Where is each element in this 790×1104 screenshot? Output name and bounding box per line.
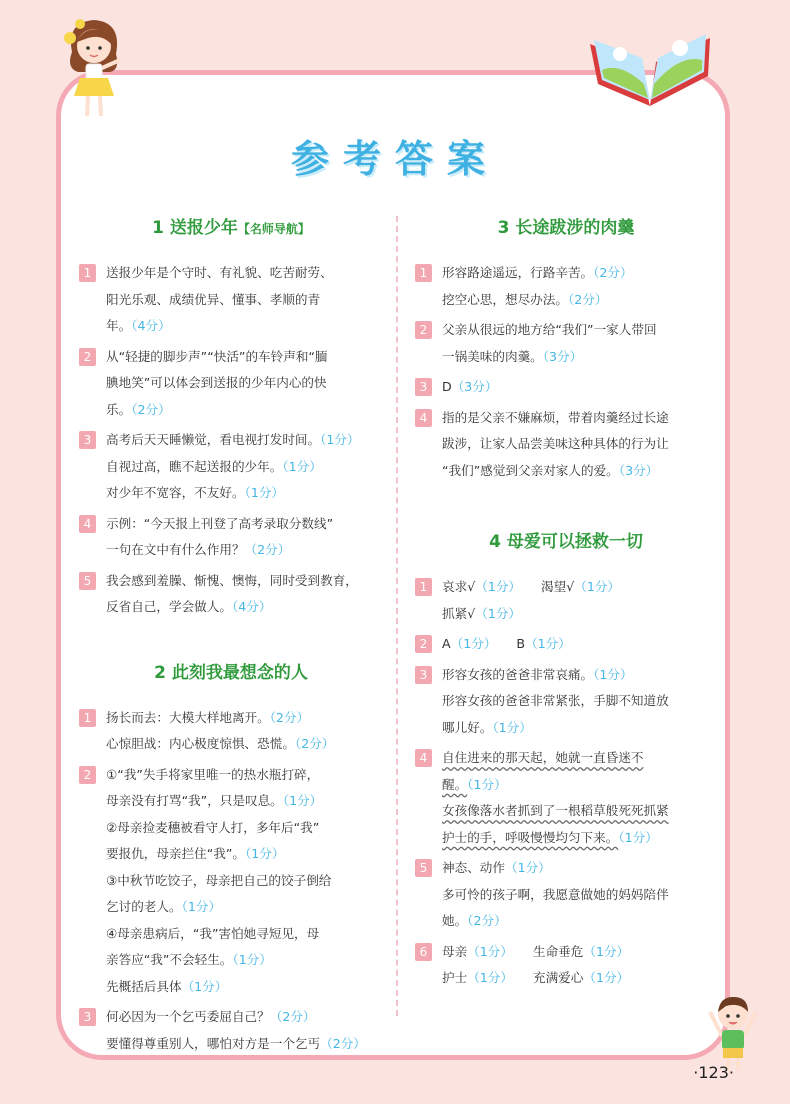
question-number-badge: 2 [415,321,432,339]
answer-text: 母亲 [442,943,468,959]
answer-item [414,745,718,851]
answer-item [414,574,718,627]
answer-item [78,762,384,1001]
question-number-badge: 4 [415,749,432,767]
answer-text: D [442,379,452,394]
section-title-1 [78,210,384,246]
section-1-tag: 【名师导航】 [237,222,310,236]
answer-text: 何必因为一个乞丐委屈自己？ [106,1009,270,1024]
score-label: （1分） [282,458,322,474]
question-number-badge: 5 [415,859,432,877]
question-number-badge: 3 [79,431,96,449]
question-number-badge: 6 [415,943,432,961]
answer-line [442,688,718,715]
section-3-items [414,260,718,484]
score-label: （1分） [232,952,272,967]
answer-line [442,631,718,658]
answer-line [442,745,718,772]
score-label: （2分） [269,1009,316,1024]
score-label: （1分） [467,943,513,959]
answer-line [106,313,384,340]
question-number-badge: 1 [79,709,96,727]
answer-text: 反省自己，学会做人。 [106,599,232,614]
score-label: （1分） [467,776,507,792]
answer-line [106,370,384,397]
answer-item [78,260,384,340]
question-number-badge: 3 [415,666,432,684]
score-label: （2分） [593,265,633,280]
answer-line [442,344,718,371]
answer-text: 我会感到羞臊、惭愧、懊悔，同时受到教育， [106,572,358,588]
answer-text: 哀求√ [442,579,476,594]
answer-text: 指的是父亲不嫌麻烦，带着肉羹经过长途 [442,409,669,425]
answer-item [414,374,718,401]
answer-line [442,458,718,485]
answer-line [442,574,718,601]
answer-text: 充满爱心 [532,970,584,985]
answer-text: 女孩像落水者抓到了一根稻草般死死抓紧 [442,803,669,818]
question-number-badge: 1 [415,578,432,596]
section-title-3: 3 长途跋涉的肉羹 [497,218,635,238]
answer-text: 一锅美味的肉羹。 [442,348,543,364]
answer-line [106,568,384,595]
answer-text: 阳光乐观、成绩优异、懂事、孝顺的青 [106,291,321,307]
section-4-items [414,574,718,992]
section-title-4: 4 母爱可以拯救一切 [489,532,643,552]
answer-item [414,939,718,992]
answer-line [442,405,718,432]
answer-line [106,894,384,921]
answer-line [442,260,718,287]
answer-line [106,731,384,758]
answer-line [442,939,718,966]
answer-line [106,260,384,287]
answer-text: 母亲没有打骂“我”，只是叹息。 [106,793,283,808]
score-label: （2分） [244,542,291,557]
answer-line [442,715,718,742]
section-title-2: 2 此刻我最想念的人 [154,662,308,683]
score-label: （1分） [618,829,658,845]
answer-text: 要报仇，母亲拦住“我”。 [106,846,245,861]
answer-text: 形容路途遥远，行路辛苦。 [442,265,594,280]
answer-line [442,882,718,909]
answer-line [106,454,384,481]
answer-text: ①“我”失手将家里唯一的热水瓶打碎， [106,766,320,782]
score-label: （1分） [475,579,522,594]
score-label: （1分） [450,636,497,651]
answer-item [78,568,384,621]
answer-text: 亲答应“我”不会轻生。 [106,952,233,967]
score-label: （1分） [244,485,285,500]
answer-text: 跋涉，让家人品尝美味这种具体的行为让 [442,436,669,451]
answer-text: 腆地笑”可以体会到送报的少年内心的快 [106,375,327,390]
answer-text: 生命垂危 [532,943,584,959]
answer-item [78,1004,384,1057]
score-label: （3分） [451,379,498,394]
score-label: （1分） [467,970,513,985]
answer-text: “我们”感觉到父亲对家人的爱。 [442,462,619,478]
answer-text: 高考后天天睡懒觉，看电视打发时间。 [106,432,321,447]
question-number-badge: 5 [79,572,96,590]
question-number-badge: 3 [79,1008,96,1026]
answer-line [442,965,718,992]
answer-text: 护士的手，呼吸慢慢均匀下来。 [442,829,619,845]
answer-text: 护士 [442,970,468,985]
answer-item [78,427,384,507]
score-label: （2分） [131,401,171,417]
score-label: （1分） [525,636,571,651]
answer-item [78,511,384,564]
answer-line [442,317,718,344]
answer-line [106,868,384,895]
answer-text: 她。 [442,913,468,928]
section-1-heading: 1 送报少年 [152,218,238,238]
answer-item [414,662,718,742]
score-label: （1分） [320,432,360,447]
question-number-badge: 4 [79,515,96,533]
page-title: 参考答案 [290,137,499,181]
answer-line [442,287,718,314]
left-column [78,210,384,1061]
answer-line [106,1004,384,1031]
score-label: （2分） [467,913,507,928]
question-number-badge: 2 [415,635,432,653]
answer-line [106,921,384,948]
answer-text: 一句在文中有什么作用？ [106,542,245,557]
answer-text: 神态、动作 [442,860,505,875]
question-number-badge: 1 [415,264,432,282]
question-number-badge: 1 [79,264,96,282]
answer-item [78,705,384,758]
answer-text: 乞讨的老人。 [106,899,182,914]
answer-line [442,431,718,458]
page-number: ·123· [693,1063,734,1082]
score-label: （1分） [504,860,551,875]
score-label: （1分） [475,605,522,621]
score-label: （2分） [294,736,335,751]
score-label: （2分） [567,291,608,307]
answer-line [106,537,384,564]
answer-item [414,317,718,370]
score-label: （2分） [320,1035,366,1051]
answer-text: 对少年不宽容，不友好。 [106,485,245,500]
answer-text: ④母亲患病后，“我”害怕她寻短见，母 [106,925,320,941]
question-number-badge: 3 [415,378,432,396]
answer-line [442,855,718,882]
answer-text: 扬长而去：大模大样地离开。 [106,709,270,725]
score-label: （3分） [542,348,583,364]
answer-text: 形容女孩的爸爸非常紧张，手脚不知道放 [442,693,669,708]
answer-line [106,344,384,371]
answer-text: 从“轻捷的脚步声”“快活”的车铃声和“腼 [106,348,328,364]
answer-line [106,594,384,621]
answer-item [78,344,384,424]
answer-text: 示例：“今天报上刊登了高考录取分数线” [106,515,334,531]
answer-line [106,705,384,732]
score-label: （4分） [131,318,171,333]
score-label: （1分） [583,943,630,959]
answer-text: 渴望√ [541,579,575,594]
answer-text: 自住进来的那天起，她就一直昏迷不 [442,750,644,765]
answer-line [106,397,384,424]
score-label: （4分） [231,599,272,614]
answer-line [106,815,384,842]
score-label: （1分） [593,666,633,682]
score-label: （1分） [282,793,323,808]
answer-line [106,947,384,974]
question-number-badge: 2 [79,766,96,784]
score-label: （2分） [269,709,310,725]
answer-text: A [442,636,451,651]
answer-text: 形容女孩的爸爸非常哀痛。 [442,666,594,682]
question-number-badge: 4 [415,409,432,427]
answer-text: 心惊胆战：内心极度惊惧、恐慌。 [106,736,295,751]
answer-line [442,772,718,799]
answer-text: 哪儿好。 [442,719,493,735]
answer-text: 先概括后具体 [106,978,182,994]
score-label: （1分） [492,719,532,735]
answer-line [106,788,384,815]
score-label: （1分） [181,978,228,994]
answer-line [106,841,384,868]
answer-line [106,480,384,507]
answer-text: 乐。 [106,401,132,417]
answer-item [414,855,718,935]
answer-line [106,427,384,454]
answer-text: ③中秋节吃饺子，母亲把自己的饺子倒给 [106,872,332,888]
answer-line [442,374,718,401]
answer-item [414,405,718,485]
column-divider [396,216,398,1016]
answer-line [106,287,384,314]
answer-item [414,260,718,313]
answer-text: 父亲从很远的地方给“我们”一家人带回 [442,322,657,337]
answer-text: 要懂得尊重别人，哪怕对方是一个乞丐 [106,1035,321,1051]
answer-line [106,974,384,1001]
answer-text: 挖空心思，想尽办法。 [442,291,568,307]
score-label: （3分） [618,462,659,478]
answer-text: 送报少年是个守时、有礼貌、吃苦耐劳、 [106,265,333,280]
score-label: （1分） [245,846,285,861]
girl-illustration [58,12,132,124]
answer-line [106,511,384,538]
score-label: （1分） [574,579,621,594]
question-number-badge: 2 [79,348,96,366]
answer-line [106,1031,384,1058]
answer-text: 醒。 [442,776,468,792]
answer-line [442,908,718,935]
right-column [414,210,718,996]
answer-text: 抓紧√ [442,605,476,621]
answer-line [442,798,718,825]
open-book-illustration [580,14,720,114]
answer-text: 自视过高，瞧不起送报的少年。 [106,458,283,474]
answer-line [106,762,384,789]
score-label: （1分） [181,899,222,914]
answer-line [442,662,718,689]
answer-line [442,601,718,628]
answer-line [442,825,718,852]
answer-text: ②母亲捡麦穗被看守人打，多年后“我” [106,819,320,835]
section-1-items [78,260,384,621]
section-2-items [78,705,384,1058]
answer-text: 年。 [106,318,132,333]
answer-text: 多可怜的孩子啊，我愿意做她的妈妈陪伴 [442,886,669,902]
answer-item [414,631,718,658]
score-label: （1分） [583,970,630,985]
answer-text: B [516,636,526,651]
